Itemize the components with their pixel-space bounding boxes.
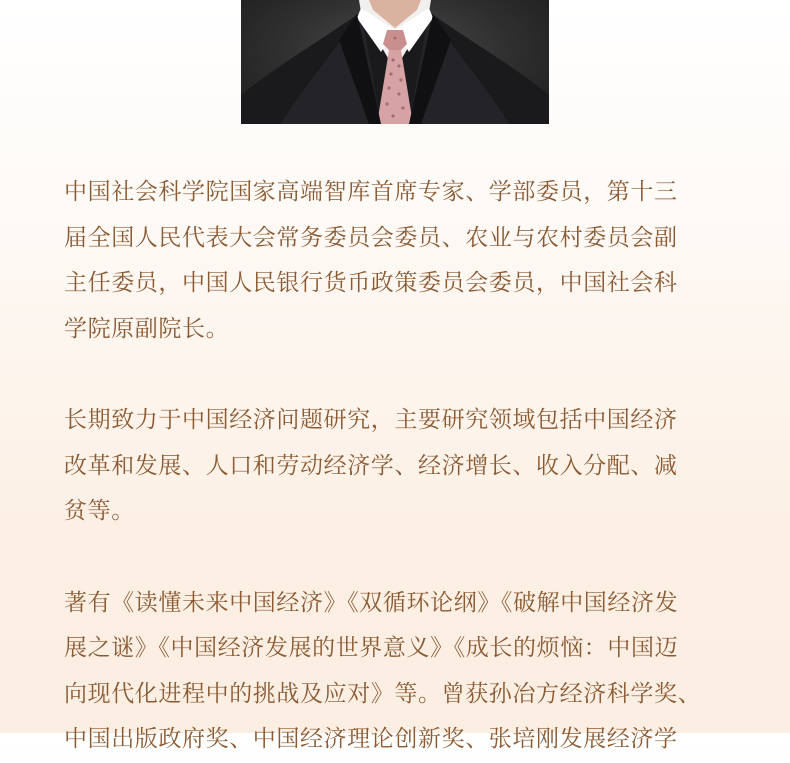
bio-paragraph-publications: 著有《读懂未来中国经济》《双循环论纲》《破解中国经济发 展之谜》《中国经济发展的世界意义》《成长的烦恼：中国迈 向现代化进程中的挑战及应对》等。曾获孙冶方经济科学奖、 中国出版政府奖、中国经济理论创新奖、张培刚发展经济学 xyxy=(64,589,702,752)
portrait-illustration xyxy=(241,0,549,124)
bio-paragraph-research: 长期致力于中国经济问题研究，主要研究领域包括中国经济 改革和发展、人口和劳动经济学、经济增长、收入分配、减 贫等。 xyxy=(64,407,678,524)
profile-bio xyxy=(64,170,734,763)
portrait-photo xyxy=(241,0,549,124)
bio-paragraph-positions: 中国社会科学院国家高端智库首席专家、学部委员，第十三 届全国人民代表大会常务委员会委员、农业与农村委员会副 主任委员，中国人民银行货币政策委员会委员，中国社会科 学院原副院长。 xyxy=(64,179,678,342)
